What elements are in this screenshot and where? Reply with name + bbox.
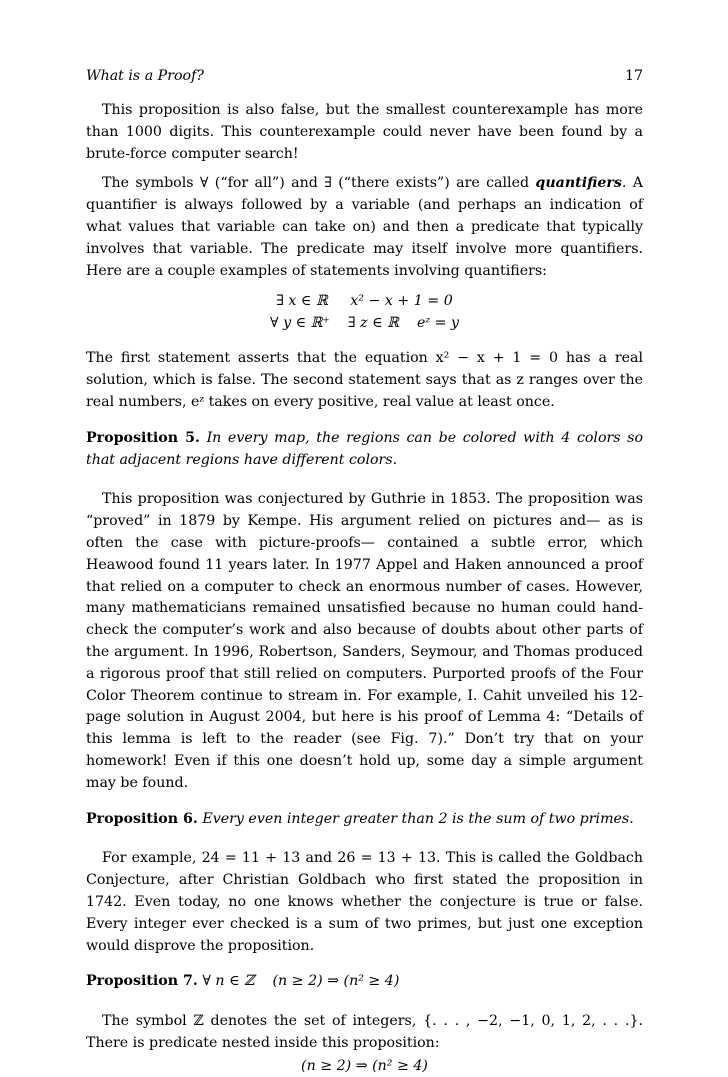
paragraph-1: This proposition is also false, but the smallest counterexample has more than 1000 digits. This counterexample could never have been found by a brute-force computer search! — [86, 102, 643, 162]
proposition-6-label: Proposition 6. — [86, 810, 198, 827]
paragraph-2-part-a: The symbols ∀ (“for all”) and ∃ (“there exists”) are called — [102, 175, 536, 192]
proposition-5 — [86, 428, 643, 472]
proposition-7-label: Proposition 7. — [86, 973, 198, 990]
paragraph-3: The first statement asserts that the equation x² − x + 1 = 0 has a real solution, which is false. The second statement says that as z ranges over the real numbers, eᶻ takes on every positive, real value at least once. — [86, 350, 643, 410]
paragraph-2-part-b: . A quantifier is always followed by a variable (and perhaps an indication of what values that variable can take on) and then a predicate that typically involves that variable. The predicate may itself involve more quantifiers. Here are a couple examples of statements involving quantifiers: — [86, 175, 644, 279]
running-header — [86, 66, 643, 86]
display-equation-2: ∀ y ∈ ℝ⁺ ∃ z ∈ ℝ eᶻ = y — [270, 315, 459, 332]
page — [86, 66, 643, 1077]
proposition-5-label: Proposition 5. — [86, 429, 200, 446]
paragraph-6: The symbol ℤ denotes the set of integers, {. . . , −2, −1, 0, 1, 2, . . .}. There is predicate nested inside this proposition: — [86, 1013, 643, 1051]
proposition-5-statement: In every map, the regions can be colored with 4 colors so that adjacent regions have different colors. — [86, 429, 644, 468]
paragraph-2 — [86, 173, 643, 282]
proposition-6 — [86, 809, 643, 831]
paragraph-4: This proposition was conjectured by Guthrie in 1853. The proposition was “proved” in 1879 by Kempe. His argument relied on pictures and— as is often the case with picture-proofs— contained a subtle error, which Heawood found 11 years later. In 1977 Appel and Haken announced a proof that relied on a computer to check an enormous number of cases. However, many mathematicians remained unsatisfied because no human could hand-check the computer’s work and also because of doubts about other parts of the argument. In 1996, Robertson, Sanders, Seymour, and Thomas produced a rigorous proof that still relied on computers. Purported proofs of the Four Color Theorem continue to stream in. For example, I. Cahit unveiled his 12-page solution in August 2004, but here is his proof of Lemma 4: “Details of this lemma is left to the reader (see Fig. 7).” Don’t try that on your homework! Even if this one doesn’t hold up, some day a simple argument may be found. — [86, 491, 643, 791]
page-number: 17 — [624, 68, 643, 84]
proposition-7-statement: ∀ n ∈ ℤ (n ≥ 2) ⇒ (n² ≥ 4) — [202, 973, 400, 990]
proposition-7 — [86, 971, 643, 993]
header-title: What is a Proof? — [86, 68, 204, 84]
proposition-6-statement: Every even integer greater than 2 is the sum of two primes. — [202, 810, 634, 827]
term-quantifiers: quantifiers — [535, 175, 622, 192]
display-equation-3: (n ≥ 2) ⇒ (n² ≥ 4) — [301, 1057, 428, 1074]
paragraph-5: For example, 24 = 11 + 13 and 26 = 13 + 13. This is called the Goldbach Conjecture, after Christian Goldbach who first stated the proposition in 1742. Even today, no one knows whether the conjecture is true or false. Every integer ever checked is a sum of two primes, but just one exception would disprove the proposition. — [86, 850, 643, 954]
display-equation-1: ∃ x ∈ ℝ x² − x + 1 = 0 — [276, 293, 453, 310]
